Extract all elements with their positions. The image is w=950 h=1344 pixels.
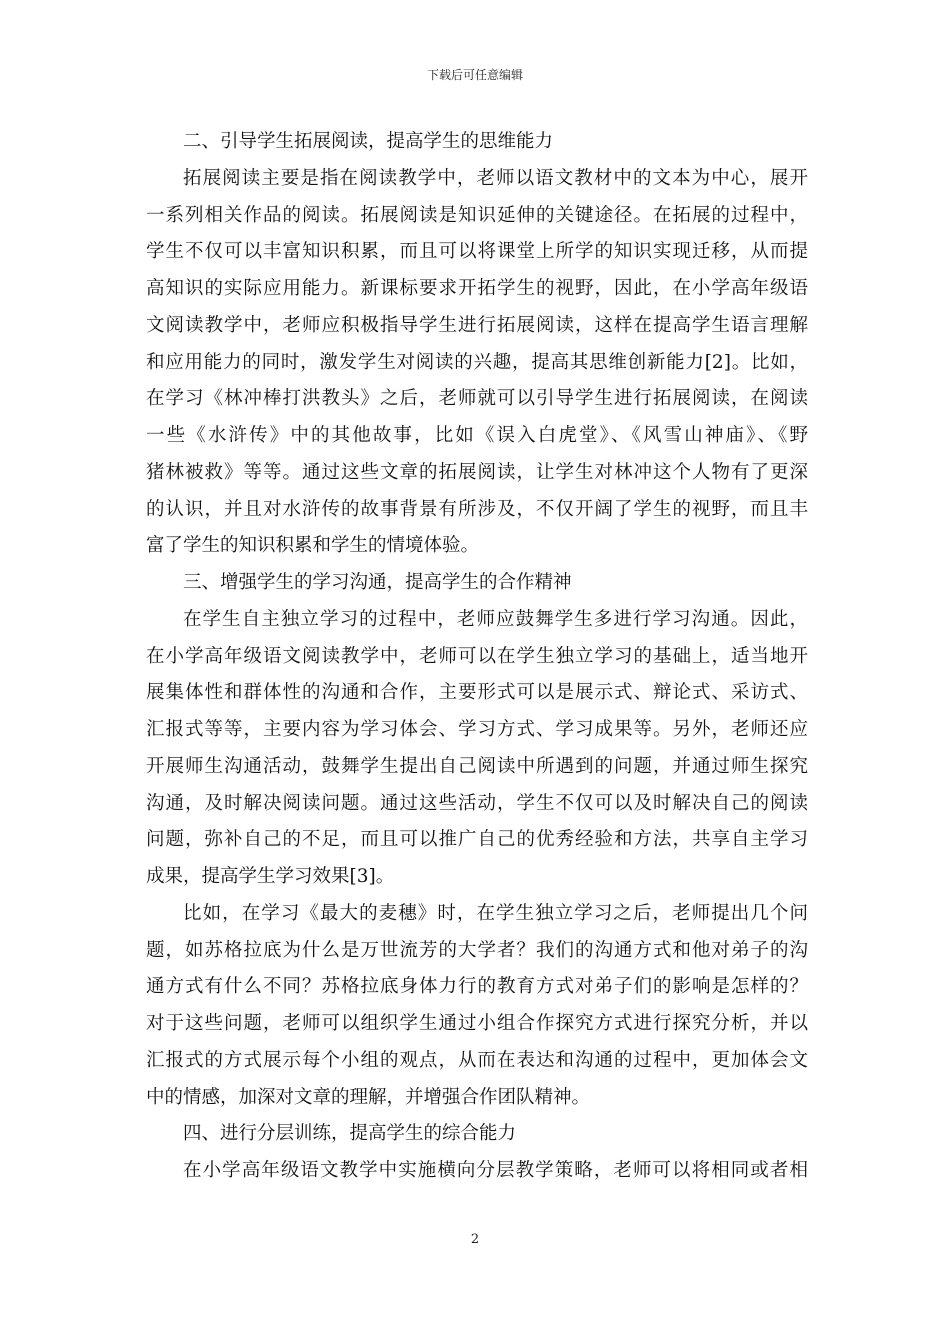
section-heading-4: 四、进行分层训练，提高学生的综合能力 (183, 1123, 517, 1145)
body-text (146, 124, 808, 1190)
paragraph-line: 题，如苏格拉底为什么是万世流芳的大学者？我们的沟通方式和他对弟子的沟 (146, 939, 808, 961)
paragraph-line: 在学生自主独立学习的过程中，老师应鼓舞学生多进行学习沟通。因此， (183, 608, 808, 630)
paragraph-line: 通方式有什么不同？苏格拉底身体力行的教育方式对弟子们的影响是怎样的？ (146, 976, 808, 998)
paragraph-line: 和应用能力的同时，激发学生对阅读的兴趣，提高其思维创新能力[2]。比如， (146, 351, 808, 373)
paragraph-line: 汇报式的方式展示每个小组的观点，从而在表达和沟通的过程中，更加体会文 (146, 1049, 808, 1071)
paragraph-line: 文阅读教学中，老师应积极指导学生进行拓展阅读，这样在提高学生语言理解 (146, 314, 808, 336)
paragraph-line: 在小学高年级语文教学中实施横向分层教学策略，老师可以将相同或者相 (183, 1160, 808, 1181)
paragraph-line: 沟通，及时解决阅读问题。通过这些活动，学生不仅可以及时解决自己的阅读 (146, 792, 808, 814)
paragraph-line: 学生不仅可以丰富知识积累，而且可以将课堂上所学的知识实现迁移，从而提 (146, 241, 808, 263)
paragraph-line: 高知识的实际应用能力。新课标要求开拓学生的视野，因此，在小学高年级语 (146, 278, 808, 299)
paragraph-line: 猪林被救》等等。通过这些文章的拓展阅读，让学生对林冲这个人物有了更深 (146, 461, 808, 483)
paragraph-line: 一些《水浒传》中的其他故事，比如《误入白虎堂》、《风雪山神庙》、《野 (146, 425, 808, 446)
paragraph-line: 富了学生的知识积累和学生的情境体验。 (146, 535, 480, 557)
paragraph-line: 对于这些问题，老师可以组织学生通过小组合作探究方式进行探究分析，并以 (146, 1013, 808, 1034)
paragraph-line: 成果，提高学生学习效果[3]。 (146, 866, 395, 887)
paragraph-line: 在学习《林冲棒打洪教头》之后，老师就可以引导学生进行拓展阅读，在阅读 (146, 388, 808, 410)
page-number: 2 (470, 1232, 480, 1247)
paragraph-line: 的认识，并且对水浒传的故事背景有所涉及，不仅开阔了学生的视野，而且丰 (146, 498, 808, 520)
section-heading-2: 二、引导学生拓展阅读，提高学生的思维能力 (183, 131, 554, 152)
paragraph-line: 比如，在学习《最大的麦穗》时，在学生独立学习之后，老师提出几个问 (183, 902, 808, 924)
page-header: 下载后可任意编辑 (426, 68, 523, 82)
paragraph-line: 中的情感，加深对文章的理解，并增强合作团队精神。 (146, 1086, 591, 1108)
paragraph-line: 汇报式等等，主要内容为学习体会、学习方式、学习成果等。另外，老师还应 (146, 719, 808, 740)
paragraph-line: 在小学高年级语文阅读教学中，老师可以在学生独立学习的基础上，适当地开 (146, 645, 808, 667)
paragraph-line: 问题，弥补自己的不足，而且可以推广自己的优秀经验和方法，共享自主学习 (146, 829, 808, 851)
paragraph-line: 开展师生沟通活动，鼓舞学生提出自己阅读中所遇到的问题，并通过师生探究 (146, 755, 808, 777)
paragraph-line: 一系列相关作品的阅读。拓展阅读是知识延伸的关键途径。在拓展的过程中， (146, 204, 808, 226)
paragraph-line: 拓展阅读主要是指在阅读教学中，老师以语文教材中的文本为中心，展开 (183, 167, 808, 189)
paragraph-line: 展集体性和群体性的沟通和合作，主要形式可以是展示式、辩论式、采访式、 (146, 682, 808, 704)
section-heading-3: 三、增强学生的学习沟通，提高学生的合作精神 (183, 572, 572, 593)
